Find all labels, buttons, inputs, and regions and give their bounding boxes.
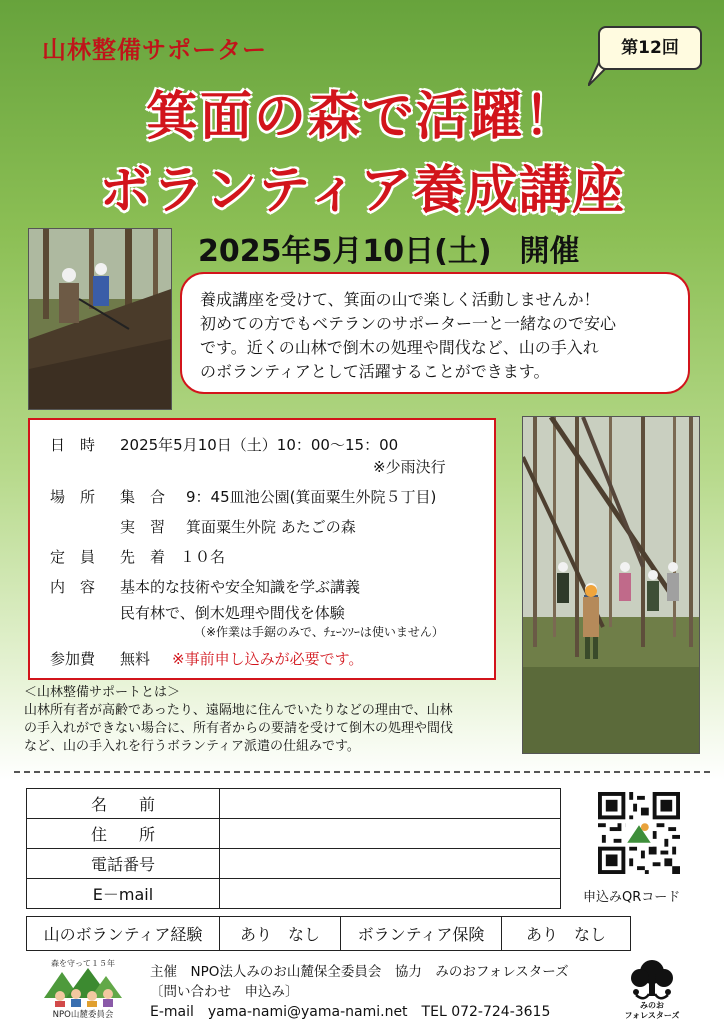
insurance-label: ボランティア保険 [341, 917, 502, 951]
about-line: 山林所有者が高齢であったり、遠隔地に住んでいたりなどの理由で、山林 [24, 703, 453, 718]
main-title-line2: ボランティア養成講座 [99, 161, 625, 221]
content-note: （※作業は手鋸のみで、ﾁｪｰﾝｿｰは使いません） [194, 625, 444, 639]
about-line: の手入れができない場合に、所有者からの要請を受けて倒木の処理や間伐 [24, 721, 454, 736]
cut-line-divider [14, 771, 710, 773]
event-details-box [28, 418, 496, 680]
experience-options[interactable]: あり なし [220, 917, 341, 951]
phone-field[interactable] [220, 849, 561, 879]
qr-label: 申込みQRコード [583, 890, 681, 905]
content-line1: 基本的な技術や安全知識を学ぶ講義 [120, 578, 361, 596]
footer-info [150, 962, 569, 1022]
fee-label: 参加費 [50, 650, 96, 668]
capacity-value: 先 着 １０名 [120, 548, 226, 566]
organizer-text: 主催 NPO法人みのお山麓保全委員会 協力 みのおフォレスターズ [150, 964, 569, 980]
address-field[interactable] [220, 819, 561, 849]
npo-logo-icon [40, 956, 126, 1020]
foresters-logo-text1: みのお [640, 1001, 664, 1010]
insurance-options[interactable]: あり なし [502, 917, 631, 951]
main-title-line1: 箕面の森で活躍！ [145, 87, 578, 147]
intro-message-box [180, 272, 690, 394]
email-field[interactable] [220, 879, 561, 909]
fee-value: 無料 [120, 650, 151, 668]
rain-note: ※少雨決行 [373, 458, 446, 476]
application-form-table [26, 788, 561, 909]
phone-label: 電話番号 [27, 849, 220, 879]
foresters-logo-text2: フォレスターズ [624, 1011, 680, 1020]
contact-heading: 〔問い合わせ 申込み〕 [150, 984, 299, 1000]
intro-line: 養成講座を受けて、箕面の山で楽しく活動しませんか！ [200, 290, 600, 309]
contact-line [150, 1002, 569, 1022]
content-line2: 民有林で、倒木処理や間伐を体験 [120, 604, 345, 622]
practice-value: 箕面粟生外院 あたごの森 [186, 518, 356, 536]
contact-tel[interactable]: TEL 072-724-3615 [421, 1004, 551, 1020]
email-label: E－mail [27, 879, 220, 909]
about-line: など、山の手入れを行うボランティア派遣の仕組みです。 [24, 739, 360, 754]
place-label: 場 所 [50, 488, 96, 506]
address-label: 住 所 [27, 819, 220, 849]
datetime-value: 2025年5月10日（土）10：00～15：00 [120, 436, 399, 454]
subtitle: 山林整備サポーター [42, 36, 267, 64]
meet-value: 9：45皿池公園(箕面粟生外院５丁目) [186, 488, 437, 506]
content-label: 内 容 [50, 578, 96, 596]
volunteer-slope-photo [28, 228, 172, 410]
capacity-label: 定 員 [50, 548, 96, 566]
event-date-suffix: 開催 [519, 234, 580, 269]
name-label: 名 前 [27, 789, 220, 819]
about-section [24, 684, 524, 756]
name-field[interactable] [220, 789, 561, 819]
npo-logo-top-text: 森を守って１５年 [51, 959, 115, 968]
about-heading: ＜山林整備サポートとは＞ [24, 685, 181, 700]
event-date-value: 2025年5月10日(土) [198, 234, 492, 269]
experience-insurance-table [26, 916, 631, 951]
meet-label: 集 合 [120, 488, 166, 506]
contact-email[interactable]: E-mail yama-nami@yama-nami.net [150, 1004, 408, 1020]
datetime-label: 日 時 [50, 436, 96, 454]
intro-line: のボランティアとして活躍することができます。 [200, 362, 550, 381]
experience-label: 山のボランティア経験 [27, 917, 220, 951]
foresters-logo-icon [614, 956, 690, 1020]
practice-label: 実 習 [120, 518, 166, 536]
qr-code-icon[interactable] [598, 792, 680, 874]
forest-work-photo [522, 416, 700, 754]
npo-logo-bottom-text: NPO山麓委員会 [52, 1010, 114, 1020]
session-badge: 第12回 [598, 26, 702, 70]
event-date [198, 226, 580, 270]
intro-line: です。近くの山林で倒木の処理や間伐など、山の手入れ [200, 338, 599, 357]
intro-line: 初めての方でもベテランのサポーター一と一緒なので安心 [200, 314, 617, 333]
fee-note: ※事前申し込みが必要です。 [172, 650, 364, 668]
